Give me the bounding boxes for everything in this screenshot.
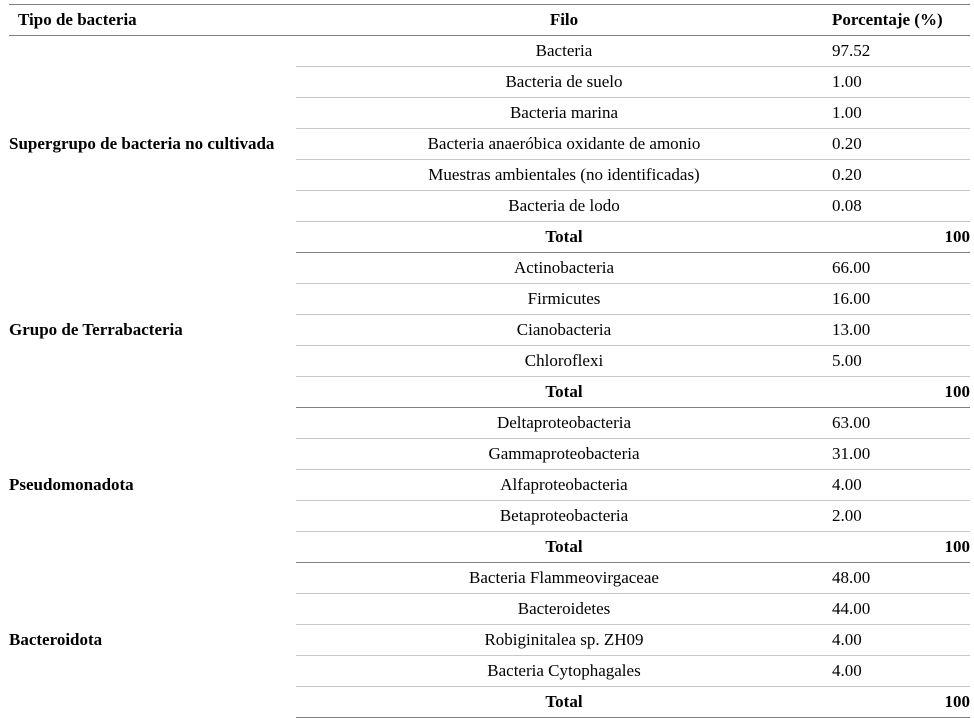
filo-cell: Robiginitalea sp. ZH09 <box>296 625 832 656</box>
filo-cell: Bacteria anaeróbica oxidante de amonio <box>296 129 832 160</box>
filo-cell: Betaproteobacteria <box>296 501 832 532</box>
percentage-cell: 97.52 <box>832 36 970 67</box>
percentage-cell: 13.00 <box>832 315 970 346</box>
filo-cell: Actinobacteria <box>296 253 832 284</box>
total-label: Total <box>296 687 832 718</box>
filo-cell: Bacteria de suelo <box>296 67 832 98</box>
filo-cell: Bacteria <box>296 36 832 67</box>
total-value: 100 <box>832 532 970 563</box>
group-grupo-de-terrabacteria: Grupo de Terrabacteria <box>9 320 183 339</box>
total-label: Total <box>296 377 832 408</box>
table-row <box>9 408 970 439</box>
table-header-row <box>9 5 970 36</box>
table-row <box>9 563 970 594</box>
header-tipo-de-bacteria: Tipo de bacteria <box>18 10 137 29</box>
percentage-cell: 4.00 <box>832 470 970 501</box>
filo-cell: Bacteria marina <box>296 98 832 129</box>
header-porcentaje: Porcentaje (%) <box>832 10 943 29</box>
percentage-cell: 0.08 <box>832 191 970 222</box>
percentage-cell: 66.00 <box>832 253 970 284</box>
group-supergrupo-de-bacteria-no-cultivada: Supergrupo de bacteria no cultivada <box>9 134 275 154</box>
table-body <box>9 36 970 718</box>
total-value: 100 <box>832 377 970 408</box>
filo-cell: Deltaproteobacteria <box>296 408 832 439</box>
percentage-cell: 48.00 <box>832 563 970 594</box>
table-row <box>9 36 970 67</box>
percentage-cell: 2.00 <box>832 501 970 532</box>
total-value: 100 <box>832 687 970 718</box>
bacteria-table <box>9 4 970 718</box>
percentage-cell: 0.20 <box>832 160 970 191</box>
percentage-cell: 0.20 <box>832 129 970 160</box>
filo-cell: Bacteroidetes <box>296 594 832 625</box>
group-bacteroidota: Bacteroidota <box>9 630 103 649</box>
filo-cell: Muestras ambientales (no identificadas) <box>296 160 832 191</box>
percentage-cell: 31.00 <box>832 439 970 470</box>
filo-cell: Bacteria de lodo <box>296 191 832 222</box>
filo-cell: Firmicutes <box>296 284 832 315</box>
filo-cell: Cianobacteria <box>296 315 832 346</box>
filo-cell: Bacteria Flammeovirgaceae <box>296 563 832 594</box>
percentage-cell: 1.00 <box>832 67 970 98</box>
percentage-cell: 4.00 <box>832 625 970 656</box>
percentage-cell: 1.00 <box>832 98 970 129</box>
filo-cell: Alfaproteobacteria <box>296 470 832 501</box>
total-label: Total <box>296 222 832 253</box>
total-label: Total <box>296 532 832 563</box>
header-filo: Filo <box>549 10 579 29</box>
group-pseudomonadota: Pseudomonadota <box>9 475 134 494</box>
percentage-cell: 5.00 <box>832 346 970 377</box>
percentage-cell: 63.00 <box>832 408 970 439</box>
percentage-cell: 4.00 <box>832 656 970 687</box>
percentage-cell: 44.00 <box>832 594 970 625</box>
filo-cell: Gammaproteobacteria <box>296 439 832 470</box>
filo-cell: Bacteria Cytophagales <box>296 656 832 687</box>
table-row <box>9 253 970 284</box>
filo-cell: Chloroflexi <box>296 346 832 377</box>
percentage-cell: 16.00 <box>832 284 970 315</box>
total-value: 100 <box>832 222 970 253</box>
